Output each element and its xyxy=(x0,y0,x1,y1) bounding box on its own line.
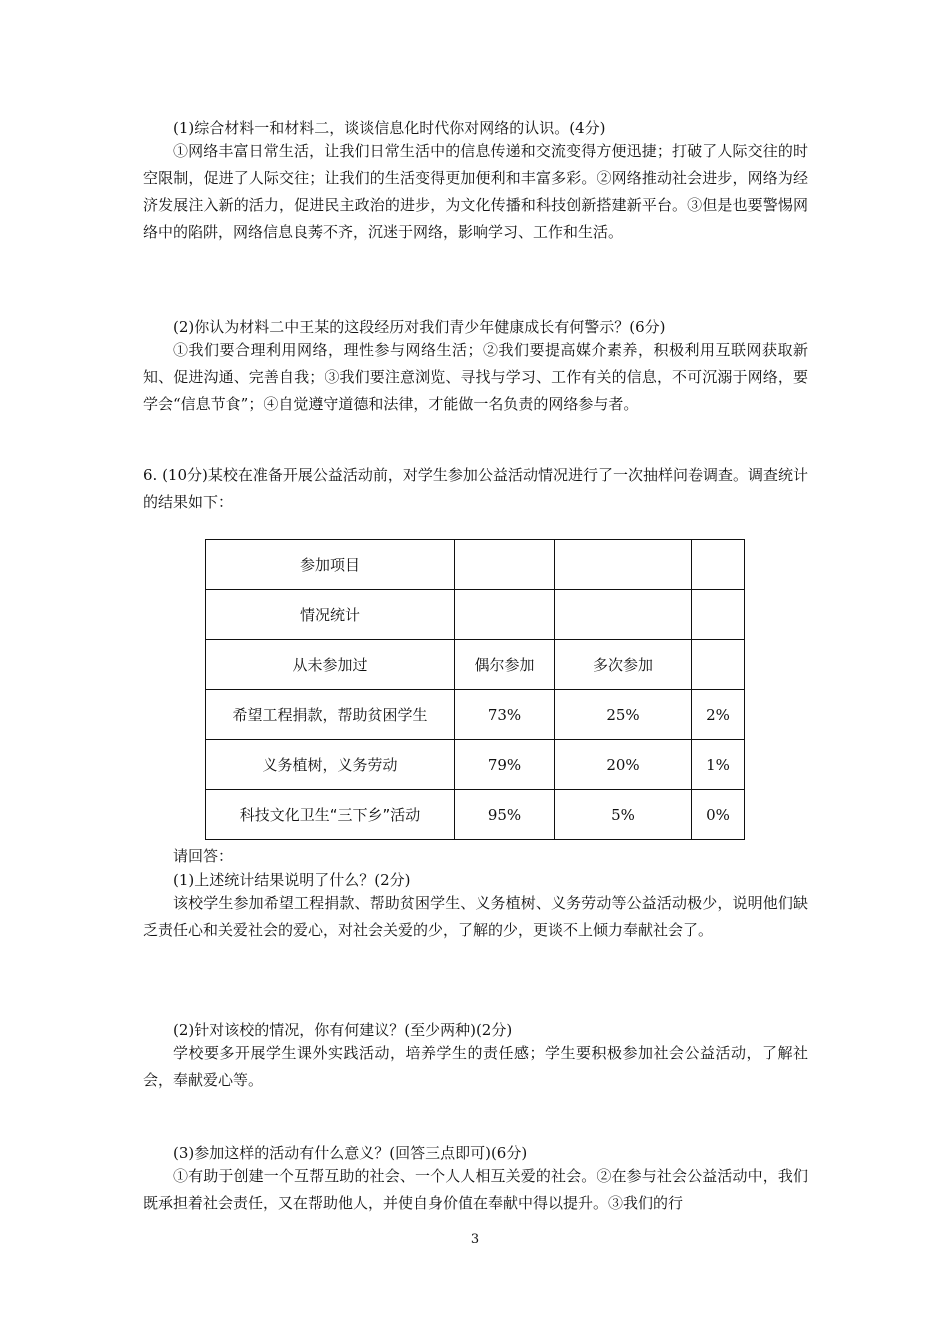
table-row xyxy=(206,790,745,840)
page-number: 3 xyxy=(470,1232,480,1247)
q5-2-question: (2)你认为材料二中王某的这段经历对我们青少年健康成长有何警示？(6分) xyxy=(173,318,666,336)
q6-2-question: (2)针对该校的情况，你有何建议？(至少两种)(2分) xyxy=(173,1021,513,1039)
q6-3-question: (3)参加这样的活动有什么意义？(回答三点即可)(6分) xyxy=(173,1144,528,1162)
table-cell xyxy=(692,590,745,640)
table-cell: 情况统计 xyxy=(206,590,455,640)
table-cell xyxy=(455,540,555,590)
table-row xyxy=(206,640,745,690)
table-cell xyxy=(692,640,745,690)
table-cell: 25% xyxy=(555,690,692,740)
q5-1-answer: ①网络丰富日常生活，让我们日常生活中的信息传递和交流变得方便迅捷；打破了人际交往的时空限制，促进了人际交往；让我们的生活变得更加便利和丰富多彩。②网络推动社会进步，网络为经济发展注入新的活力，促进民主政治的进步，为文化传播和科技创新搭建新平台。③但是也要警惕网络中的陷阱，网络信息良莠不齐，沉迷于网络，影响学习、工作和生活。 xyxy=(143,142,808,241)
table-cell: 2% xyxy=(692,690,745,740)
table-cell: 参加项目 xyxy=(206,540,455,590)
table-cell: 希望工程捐款，帮助贫困学生 xyxy=(206,690,455,740)
q6-1-question: (1)上述统计结果说明了什么？(2分) xyxy=(173,871,411,889)
q6-prompt: 请回答： xyxy=(173,847,234,865)
table-cell: 义务植树，义务劳动 xyxy=(206,740,455,790)
table-row xyxy=(206,690,745,740)
q5-1-question: (1)综合材料一和材料二，谈谈信息化时代你对网络的认识。(4分) xyxy=(173,119,606,137)
table-cell xyxy=(555,590,692,640)
table-cell: 95% xyxy=(455,790,555,840)
table-cell: 1% xyxy=(692,740,745,790)
table-cell: 科技文化卫生“三下乡”活动 xyxy=(206,790,455,840)
table-row xyxy=(206,590,745,640)
survey-table xyxy=(205,539,745,840)
table-cell: 20% xyxy=(555,740,692,790)
q6-3-answer: ①有助于创建一个互帮互助的社会、一个人人相互关爱的社会。②在参与社会公益活动中，我们既承担着社会责任，又在帮助他人，并使自身价值在奉献中得以提升。③我们的行 xyxy=(143,1167,808,1212)
table-cell: 0% xyxy=(692,790,745,840)
table-row xyxy=(206,540,745,590)
table-cell: 73% xyxy=(455,690,555,740)
table-row xyxy=(206,740,745,790)
table-cell: 79% xyxy=(455,740,555,790)
table-cell: 从未参加过 xyxy=(206,640,455,690)
table-cell: 偶尔参加 xyxy=(455,640,555,690)
table-cell: 多次参加 xyxy=(555,640,692,690)
q6-2-answer: 学校要多开展学生课外实践活动，培养学生的责任感；学生要积极参加社会公益活动，了解社会，奉献爱心等。 xyxy=(143,1044,808,1089)
q6-intro: 6. (10分)某校在准备开展公益活动前，对学生参加公益活动情况进行了一次抽样问卷调查。调查统计的结果如下： xyxy=(143,466,808,511)
table-cell xyxy=(555,540,692,590)
table-cell xyxy=(455,590,555,640)
table-cell: 5% xyxy=(555,790,692,840)
q5-2-answer: ①我们要合理利用网络，理性参与网络生活；②我们要提高媒介素养，积极利用互联网获取新知、促进沟通、完善自我；③我们要注意浏览、寻找与学习、工作有关的信息，不可沉溺于网络，要学会“信息节食”；④自觉遵守道德和法律，才能做一名负责的网络参与者。 xyxy=(143,341,808,413)
q6-1-answer: 该校学生参加希望工程捐款、帮助贫困学生、义务植树、义务劳动等公益活动极少，说明他们缺乏责任心和关爱社会的爱心，对社会关爱的少，了解的少，更谈不上倾力奉献社会了。 xyxy=(143,894,808,939)
table-cell xyxy=(692,540,745,590)
